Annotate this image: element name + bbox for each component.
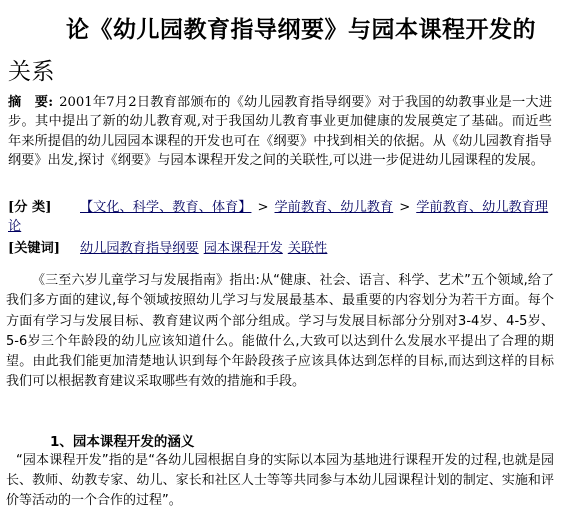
category-label: [分 类] bbox=[8, 200, 52, 215]
body-section-text bbox=[6, 451, 554, 511]
body-paragraph-2: “园本课程开发”指的是“各幼儿园根据自身的实际以本园为基地进行课程开发的过程,也就是园长、教师、幼教专家、幼儿、家长和社区人士等等共同参与本幼儿园课程计划的制定、实施和评价等活动的一个合作的过程”。 bbox=[6, 453, 554, 508]
abstract-label: 摘 要: bbox=[8, 95, 54, 110]
body-text bbox=[6, 271, 554, 393]
category-separator: > bbox=[257, 200, 269, 215]
abstract-text: 2001年7月2日教育部颁布的《幼儿园教育指导纲要》对于我国的幼教事业是一大进步。其中提出了新的幼儿教育观,对于我国幼儿教育事业更加健康的发展奠定了基础。而近些年来所提倡的幼儿园园本课程的开发也可在《纲要》中找到相关的依据。从《幼儿园教育指导纲要》出发,探讨《纲要》与园本课程开发之间的关联性,可以进一步促进幼儿园课程的发展。 bbox=[8, 95, 553, 169]
keywords-row bbox=[8, 239, 554, 258]
category-link-1[interactable]: 【文化、科学、教育、体育】 bbox=[80, 200, 252, 215]
section-subheading: 1、园本课程开发的涵义 bbox=[50, 434, 195, 450]
abstract bbox=[8, 93, 552, 171]
category-link-2[interactable]: 学前教育、幼儿教育 bbox=[274, 200, 394, 215]
category-separator: > bbox=[399, 200, 411, 215]
category-link-3[interactable]: 学前教育、幼儿教育理论 bbox=[8, 200, 549, 234]
keyword-link-1[interactable]: 幼儿园教育指导纲要 bbox=[80, 241, 199, 256]
title-line-1: 论《幼儿园教育指导纲要》与园本课程开发的 bbox=[66, 17, 536, 43]
keyword-link-3[interactable]: 关联性 bbox=[287, 241, 328, 256]
title-line-2: 关系 bbox=[8, 59, 55, 85]
body-paragraph-1: 《三至六岁儿童学习与发展指南》指出:从“健康、社会、语言、科学、艺术”五个领域,给了我们多方面的建议,每个领域按照幼儿学习与发展最基本、最重要的内容划分为若干方面。每个方面有学习与发展目标、教育建议两个部分组成。学习与发展目标部分分别对3-4岁、4-5岁、5-6岁三个年龄段的幼儿应该知道什么。能做什么,大致可以达到什么发展水平提出了合理的期望。由此我们能更加清楚地认识到每个年龄段孩子应该具体达到怎样的目标,而达到这样的目标我们可以根据教育建议采取哪些有效的措施和手段。 bbox=[6, 273, 554, 390]
keyword-link-2[interactable]: 园本课程开发 bbox=[203, 241, 283, 256]
category-row bbox=[8, 198, 554, 236]
keywords-label: [关键词] bbox=[8, 241, 61, 256]
